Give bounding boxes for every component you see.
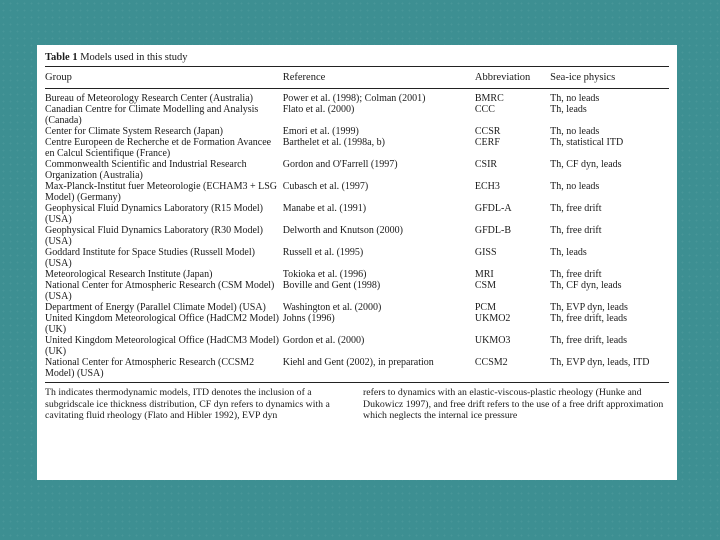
cell-group: Goddard Institute for Space Studies (Russell Model) (USA) (45, 247, 255, 269)
cell-group: National Center for Atmospheric Research (CSM Model) (USA) (45, 280, 275, 302)
table-row (45, 269, 669, 280)
cell-sea-ice-physics: Th, EVP dyn, leads, ITD (550, 357, 650, 368)
table-header (45, 67, 669, 89)
cell-sea-ice-physics: Th, CF dyn, leads (550, 159, 622, 170)
table-row (45, 137, 669, 159)
table-row (45, 302, 669, 313)
table-row (45, 225, 669, 247)
cell-group: Commonwealth Scientific and Industrial Research Organization (Australia) (45, 159, 247, 181)
cell-sea-ice-physics: Th, statistical ITD (550, 137, 624, 148)
cell-sea-ice-physics: Th, free drift, leads (550, 335, 628, 346)
cell-sea-ice-physics: Th, free drift (550, 203, 602, 214)
cell-sea-ice-physics: Th, free drift (550, 225, 602, 236)
footnote-left: Th indicates thermodynamic models, ITD denotes the inclusion of a subgridscale ice thickness distribution, CF dyn refers to dynamics with a cavitating fluid rheology (Flato and Hibler 1992), EVP dyn (45, 387, 330, 422)
cell-abbreviation: UKMO2 (474, 313, 511, 324)
cell-reference: Gordon and O'Farrell (1997) (282, 159, 398, 170)
cell-reference: Flato et al. (2000) (282, 104, 355, 115)
cell-abbreviation: PCM (474, 302, 496, 313)
table-row (45, 93, 669, 104)
table-row (45, 247, 669, 269)
cell-group: Meteorological Research Institute (Japan) (45, 269, 213, 280)
table-row (45, 313, 669, 335)
cell-group: United Kingdom Meteorological Office (HadCM2 Model) (UK) (45, 313, 279, 335)
cell-sea-ice-physics: Th, leads (550, 104, 587, 115)
cell-group: United Kingdom Meteorological Office (HadCM3 Model) (UK) (45, 335, 279, 357)
cell-sea-ice-physics: Th, no leads (550, 126, 600, 137)
cell-group: Department of Energy (Parallel Climate Model) (USA) (45, 302, 266, 313)
cell-reference: Johns (1996) (282, 313, 335, 324)
cell-abbreviation: CCC (474, 104, 495, 115)
cell-sea-ice-physics: Th, free drift, leads (550, 313, 628, 324)
cell-sea-ice-physics: Th, leads (550, 247, 587, 258)
cell-abbreviation: CSIR (474, 159, 498, 170)
footnote-right: refers to dynamics with an elastic-viscous-plastic rheology (Hunke and Dukowicz 1997), and free drift refers to the use of a free drift approximation which neglects the internal ice pressure (363, 387, 664, 422)
cell-abbreviation: UKMO3 (474, 335, 511, 346)
cell-abbreviation: CSM (474, 280, 496, 291)
cell-reference: Emori et al. (1999) (282, 126, 359, 137)
cell-reference: Delworth and Knutson (2000) (282, 225, 403, 236)
table-footnote (45, 383, 669, 422)
table-row (45, 104, 669, 126)
table-caption (45, 51, 669, 64)
header-group: Group (45, 72, 72, 83)
table-body (45, 89, 669, 379)
cell-reference: Tokioka et al. (1996) (282, 269, 367, 280)
cell-abbreviation: CCSR (474, 126, 501, 137)
cell-abbreviation: BMRC (474, 93, 504, 104)
table-row (45, 181, 669, 203)
cell-reference: Russell et al. (1995) (282, 247, 364, 258)
cell-group: Max-Planck-Institut fuer Meteorologie (ECHAM3 + LSG Model) (Germany) (45, 181, 277, 203)
cell-sea-ice-physics: Th, EVP dyn, leads (550, 302, 628, 313)
cell-reference: Boville and Gent (1998) (282, 280, 381, 291)
cell-group: Geophysical Fluid Dynamics Laboratory (R15 Model) (USA) (45, 203, 264, 225)
cell-abbreviation: ECH3 (474, 181, 500, 192)
table-row (45, 126, 669, 137)
cell-abbreviation: GFDL-B (474, 225, 511, 236)
cell-sea-ice-physics: Th, CF dyn, leads (550, 280, 622, 291)
cell-sea-ice-physics: Th, no leads (550, 181, 600, 192)
table-row (45, 159, 669, 181)
cell-group: Bureau of Meteorology Research Center (Australia) (45, 93, 253, 104)
cell-sea-ice-physics: Th, no leads (550, 93, 600, 104)
table-caption-label: Table 1 (45, 52, 78, 63)
cell-reference: Barthelet et al. (1998a, b) (282, 137, 385, 148)
table-row (45, 357, 669, 379)
cell-reference: Kiehl and Gent (2002), in preparation (282, 357, 434, 368)
cell-reference: Gordon et al. (2000) (282, 335, 365, 346)
table-row (45, 335, 669, 357)
cell-group: Canadian Centre for Climate Modelling and Analysis (Canada) (45, 104, 259, 126)
table-caption-text: Models used in this study (80, 52, 188, 63)
header-sea-ice-physics: Sea-ice physics (550, 72, 616, 83)
cell-reference: Cubasch et al. (1997) (282, 181, 369, 192)
cell-reference: Power et al. (1998); Colman (2001) (282, 93, 426, 104)
cell-abbreviation: GFDL-A (474, 203, 512, 214)
header-reference: Reference (282, 72, 326, 83)
cell-group: National Center for Atmospheric Research (CCSM2 Model) (USA) (45, 357, 255, 379)
cell-group: Centre Europeen de Recherche et de Formation Avancee en Calcul Scientifique (France) (45, 137, 272, 159)
cell-reference: Manabe et al. (1991) (282, 203, 367, 214)
cell-sea-ice-physics: Th, free drift (550, 269, 602, 280)
table-page (37, 45, 677, 480)
table-row (45, 203, 669, 225)
cell-abbreviation: MRI (474, 269, 494, 280)
cell-reference: Washington et al. (2000) (282, 302, 382, 313)
cell-abbreviation: CERF (474, 137, 500, 148)
cell-abbreviation: GISS (474, 247, 497, 258)
table-row (45, 280, 669, 302)
cell-group: Geophysical Fluid Dynamics Laboratory (R30 Model) (USA) (45, 225, 264, 247)
cell-abbreviation: CCSM2 (474, 357, 508, 368)
cell-group: Center for Climate System Research (Japan) (45, 126, 223, 137)
header-abbreviation: Abbreviation (474, 72, 531, 83)
